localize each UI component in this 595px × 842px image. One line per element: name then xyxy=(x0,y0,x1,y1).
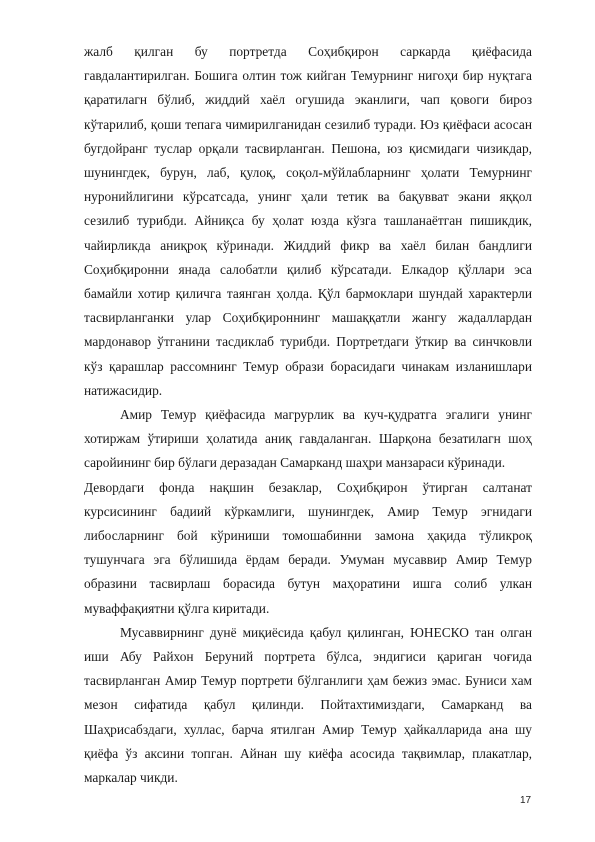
paragraph-2: Амир Темур қиёфасида магрурлик ва куч-қудратга эгалиги унинг хотиржам ўтириши ҳолатида аниқ гавдаланган. Шарқона безатилагн шоҳ саройининг бир бўлаги деразадан Самарканд шаҳри манзараси кўринади. xyxy=(84,407,532,471)
paragraph-4: Мусаввирнинг дунё миқиёсида қабул қилинган, ЮНЕСКО тан олган иши Абу Райхон Беруний портрета бўлса, эндигиси қариган чоғида тасвирланган Амир Темур портрети бўлганлиги ҳам бежиз эмас. Буниси хам мезон сифатида қабул қилинди. Пойтахтимиздаги, Самарканд ва Шаҳрисабздаги, хуллас, барча ятилган Амир Темур ҳайкалларида ана шу қиёфа ўз аксини топган. Айнан шу киёфа асосида тақвимлар, плакатлар, маркалар чикди. xyxy=(84,624,532,786)
page-number: 17 xyxy=(520,795,532,806)
body-text xyxy=(84,40,532,790)
paragraph-3: Девордаги фонда нақшин безаклар, Соҳибқирон ўтирган салтанат курсисининг бадиий кўркамлиги, шунингдек, Амир Темур эгнидаги либосларнинг бой кўриниши томошабинни замона ҳақида тўликроқ тушунчага эга бўлишида ёрдам беради. Умуман мусаввир Амир Темур образини тасвирлаш борасида бутун маҳоратини ишга солиб улкан муваффақиятни қўлга киритади. xyxy=(84,479,532,616)
paragraph-1: жалб қилган бу портретда Соҳибқирон саркарда қиёфасида гавдалантирилган. Бошига олтин тож кийган Темурнинг нигоҳи бир нуқтага қаратилагн бўлиб, жиддий хаёл огушида эканлиги, чап қовоги бироз кўтарилиб, қоши тепага чимирилганидан сезилиб туради. Юз қиёфаси асосан бугдойранг туслар орқали тасвирланган. Пешона, юз қисмидаги чизикдар, шунингдек, бурун, лаб, қулоқ, соқол-мўйлабларнинг ҳолати Темурнинг нуронийлигини кўрсатсада, унинг ҳали тетик ва бақувват экани яққол сезилиб турибди. Айниқса бу ҳолат юзда кўзга ташланаётган пишикдик, чайирликда аниқроқ кўринади. Жиддий фикр ва хаёл билан бандлиги Соҳибқиронни янада салобатли қилиб кўрсатади. Елкадор қўллари эса бамайли хотир қиличга таянган ҳолда. Қўл бармоклари шундай характерли тасвирланганки улар Соҳибқироннинг машаққатли жангу жадаллардан мардонавор ўтганини тасдиклаб турибди. Портретдаги ўткир ва синчковли кўз қарашлар рассомнинг Темур образи борасидаги чинакам изланишлари натижасидир. xyxy=(84,44,532,398)
